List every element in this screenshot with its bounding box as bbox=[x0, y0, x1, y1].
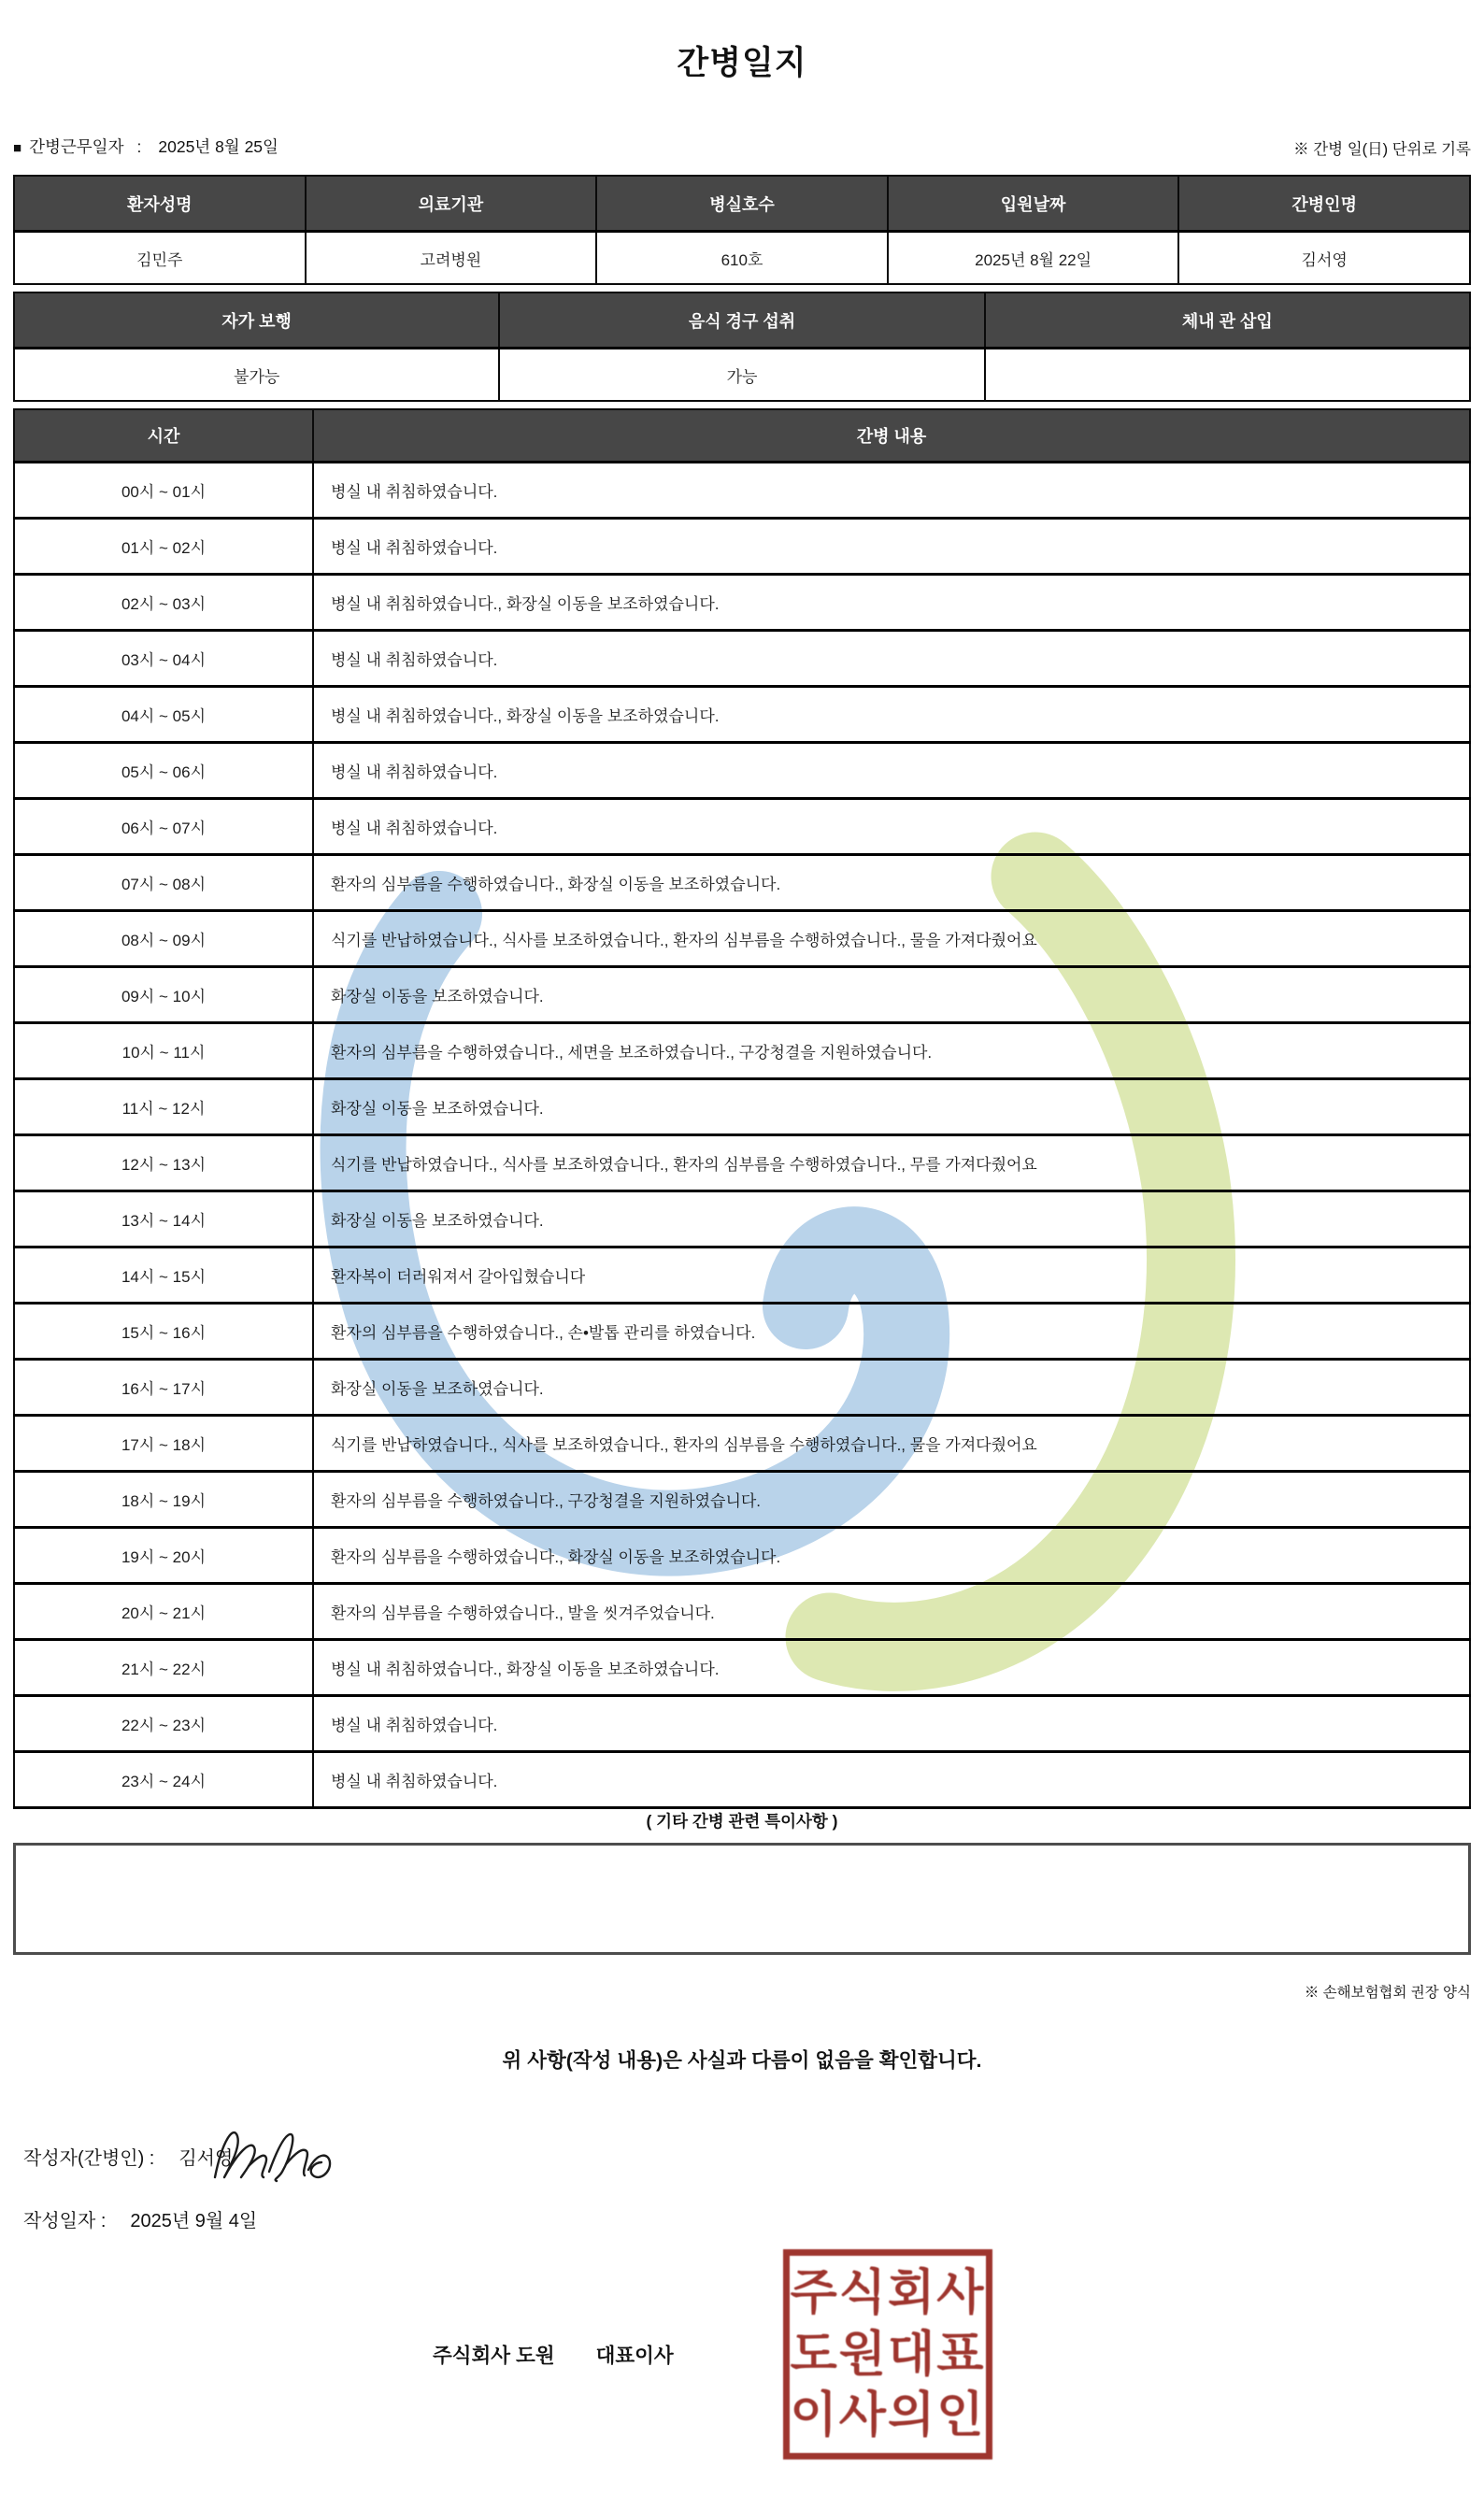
time-cell: 04시 ~ 05시 bbox=[14, 687, 313, 743]
table-header-row bbox=[14, 176, 1470, 232]
table-row bbox=[14, 1248, 1470, 1304]
work-date-value: 2025년 8월 25일 bbox=[158, 137, 278, 156]
form-note: ※ 손해보험협회 권장 양식 bbox=[1304, 1985, 1471, 2001]
care-content-cell: 병실 내 취침하였습니다., 화장실 이동을 보조하였습니다. bbox=[313, 575, 1470, 631]
care-content-cell: 환자의 심부름을 수행하였습니다., 세면을 보조하였습니다., 구강청결을 지원하였습니다. bbox=[313, 1023, 1470, 1079]
table-row bbox=[14, 687, 1470, 743]
work-date-label: 간병근무일자 bbox=[29, 137, 124, 156]
time-cell: 03시 ~ 04시 bbox=[14, 631, 313, 687]
time-cell: 10시 ~ 11시 bbox=[14, 1023, 313, 1079]
oral-intake-value: 가능 bbox=[499, 349, 984, 402]
time-cell: 09시 ~ 10시 bbox=[14, 967, 313, 1023]
table-row bbox=[14, 1135, 1470, 1191]
time-cell: 02시 ~ 03시 bbox=[14, 575, 313, 631]
care-content-cell: 환자복이 더러워져서 갈아입혔습니다 bbox=[313, 1248, 1470, 1304]
patient-info-table bbox=[13, 175, 1471, 285]
table-row bbox=[14, 1079, 1470, 1135]
col-header-time: 시간 bbox=[14, 409, 313, 463]
table-row bbox=[14, 799, 1470, 855]
table-row bbox=[14, 1304, 1470, 1360]
notes-heading: ( 기타 간병 관련 특이사항 ) bbox=[646, 1812, 838, 1831]
table-row bbox=[14, 463, 1470, 519]
time-cell: 23시 ~ 24시 bbox=[14, 1752, 313, 1808]
col-header-patient-name: 환자성명 bbox=[14, 176, 306, 232]
time-cell: 19시 ~ 20시 bbox=[14, 1528, 313, 1584]
table-value-row bbox=[14, 349, 1470, 402]
time-cell: 01시 ~ 02시 bbox=[14, 519, 313, 575]
table-row bbox=[14, 519, 1470, 575]
time-cell: 15시 ~ 16시 bbox=[14, 1304, 313, 1360]
care-content-cell: 화장실 이동을 보조하였습니다. bbox=[313, 1191, 1470, 1248]
care-content-cell: 병실 내 취침하였습니다. bbox=[313, 799, 1470, 855]
col-header-hospital: 의료기관 bbox=[306, 176, 597, 232]
meta-row bbox=[13, 135, 1471, 159]
col-header-tube-insertion: 체내 관 삽입 bbox=[985, 292, 1470, 349]
table-row bbox=[14, 911, 1470, 967]
time-cell: 06시 ~ 07시 bbox=[14, 799, 313, 855]
care-content-cell: 환자의 심부름을 수행하였습니다., 손•발톱 관리를 하였습니다. bbox=[313, 1304, 1470, 1360]
col-header-admission-date: 입원날짜 bbox=[888, 176, 1179, 232]
confirmation-statement: 위 사항(작성 내용)은 사실과 다름이 없음을 확인합니다. bbox=[502, 2049, 982, 2072]
write-date-line bbox=[23, 2205, 257, 2232]
work-date-line bbox=[13, 135, 278, 158]
col-header-self-walking: 자가 보행 bbox=[14, 292, 499, 349]
table-value-row bbox=[14, 232, 1470, 285]
care-content-cell: 식기를 반납하였습니다., 식사를 보조하였습니다., 환자의 심부름을 수행하였습니다., 물을 가져다줬어요 bbox=[313, 1416, 1470, 1472]
notes-box[interactable] bbox=[13, 1843, 1471, 1955]
table-row bbox=[14, 1472, 1470, 1528]
col-header-oral-intake: 음식 경구 섭취 bbox=[499, 292, 984, 349]
care-content-cell: 병실 내 취침하였습니다. bbox=[313, 519, 1470, 575]
write-date-label: 작성일자 : bbox=[23, 2211, 107, 2231]
writer-line bbox=[23, 2143, 233, 2170]
write-date-value: 2025년 9월 4일 bbox=[130, 2211, 258, 2231]
room-value: 610호 bbox=[596, 232, 888, 285]
table-row bbox=[14, 855, 1470, 911]
table-row bbox=[14, 1640, 1470, 1696]
square-bullet-icon: ■ bbox=[13, 140, 22, 156]
time-cell: 13시 ~ 14시 bbox=[14, 1191, 313, 1248]
table-row bbox=[14, 1191, 1470, 1248]
seal-line: 이사의인 bbox=[790, 2388, 986, 2444]
table-header-row bbox=[14, 292, 1470, 349]
col-header-caregiver-name: 간병인명 bbox=[1178, 176, 1470, 232]
care-content-cell: 식기를 반납하였습니다., 식사를 보조하였습니다., 환자의 심부름을 수행하였습니다., 물을 가져다줬어요 bbox=[313, 911, 1470, 967]
care-log-table bbox=[13, 408, 1471, 1809]
caregiver-name-value: 김서영 bbox=[1178, 232, 1470, 285]
table-row bbox=[14, 1752, 1470, 1808]
care-content-cell: 화장실 이동을 보조하였습니다. bbox=[313, 1079, 1470, 1135]
care-content-cell: 환자의 심부름을 수행하였습니다., 구강청결을 지원하였습니다. bbox=[313, 1472, 1470, 1528]
table-row bbox=[14, 575, 1470, 631]
table-row bbox=[14, 631, 1470, 687]
time-cell: 22시 ~ 23시 bbox=[14, 1696, 313, 1752]
care-content-cell: 병실 내 취침하였습니다. bbox=[313, 631, 1470, 687]
page-title: 간병일지 bbox=[677, 45, 807, 81]
care-content-cell: 환자의 심부름을 수행하였습니다., 화장실 이동을 보조하였습니다. bbox=[313, 1528, 1470, 1584]
care-content-cell: 병실 내 취침하였습니다. bbox=[313, 1752, 1470, 1808]
time-cell: 20시 ~ 21시 bbox=[14, 1584, 313, 1640]
time-cell: 16시 ~ 17시 bbox=[14, 1360, 313, 1416]
table-row bbox=[14, 1584, 1470, 1640]
ceo-title: 대표이사 bbox=[595, 2345, 674, 2367]
time-cell: 14시 ~ 15시 bbox=[14, 1248, 313, 1304]
care-content-cell: 화장실 이동을 보조하였습니다. bbox=[313, 967, 1470, 1023]
patient-name-value: 김민주 bbox=[14, 232, 306, 285]
time-cell: 11시 ~ 12시 bbox=[14, 1079, 313, 1135]
care-content-cell: 병실 내 취침하였습니다. bbox=[313, 463, 1470, 519]
care-content-cell: 병실 내 취침하였습니다. bbox=[313, 1696, 1470, 1752]
hospital-value: 고려병원 bbox=[306, 232, 597, 285]
care-rows bbox=[14, 463, 1470, 1808]
time-cell: 17시 ~ 18시 bbox=[14, 1416, 313, 1472]
seal-line: 주식회사 bbox=[790, 2265, 986, 2320]
time-cell: 00시 ~ 01시 bbox=[14, 463, 313, 519]
writer-label: 작성자(간병인) : bbox=[23, 2148, 155, 2169]
care-content-cell: 식기를 반납하였습니다., 식사를 보조하였습니다., 환자의 심부름을 수행하였습니다., 무를 가져다줬어요 bbox=[313, 1135, 1470, 1191]
company-name: 주식회사 도원 bbox=[433, 2345, 555, 2367]
self-walking-value: 불가능 bbox=[14, 349, 499, 402]
company-line bbox=[433, 2340, 674, 2369]
seal-line: 도원대표 bbox=[790, 2327, 986, 2382]
table-row bbox=[14, 1528, 1470, 1584]
unit-note: ※ 간병 일(日) 단위로 기록 bbox=[1293, 141, 1471, 158]
table-header-row bbox=[14, 409, 1470, 463]
time-cell: 12시 ~ 13시 bbox=[14, 1135, 313, 1191]
time-cell: 21시 ~ 22시 bbox=[14, 1640, 313, 1696]
table-row bbox=[14, 967, 1470, 1023]
care-content-cell: 병실 내 취침하였습니다., 화장실 이동을 보조하였습니다. bbox=[313, 1640, 1470, 1696]
tube-insertion-value bbox=[985, 349, 1470, 402]
care-content-cell: 환자의 심부름을 수행하였습니다., 화장실 이동을 보조하였습니다. bbox=[313, 855, 1470, 911]
table-row bbox=[14, 1696, 1470, 1752]
writer-name: 김서영 bbox=[178, 2148, 234, 2169]
patient-status-table bbox=[13, 292, 1471, 402]
col-header-room: 병실호수 bbox=[596, 176, 888, 232]
corporate-seal-stamp bbox=[783, 2249, 992, 2459]
care-content-cell: 환자의 심부름을 수행하였습니다., 발을 씻겨주었습니다. bbox=[313, 1584, 1470, 1640]
table-row bbox=[14, 1416, 1470, 1472]
table-row bbox=[14, 743, 1470, 799]
care-content-cell: 병실 내 취침하였습니다., 화장실 이동을 보조하였습니다. bbox=[313, 687, 1470, 743]
time-cell: 07시 ~ 08시 bbox=[14, 855, 313, 911]
care-content-cell: 병실 내 취침하였습니다. bbox=[313, 743, 1470, 799]
handwritten-signature bbox=[207, 2119, 348, 2196]
care-content-cell: 화장실 이동을 보조하였습니다. bbox=[313, 1360, 1470, 1416]
time-cell: 05시 ~ 06시 bbox=[14, 743, 313, 799]
table-row bbox=[14, 1023, 1470, 1079]
colon-separator: : bbox=[136, 137, 142, 156]
time-cell: 08시 ~ 09시 bbox=[14, 911, 313, 967]
admission-date-value: 2025년 8월 22일 bbox=[888, 232, 1179, 285]
col-header-care-content: 간병 내용 bbox=[313, 409, 1470, 463]
time-cell: 18시 ~ 19시 bbox=[14, 1472, 313, 1528]
table-row bbox=[14, 1360, 1470, 1416]
